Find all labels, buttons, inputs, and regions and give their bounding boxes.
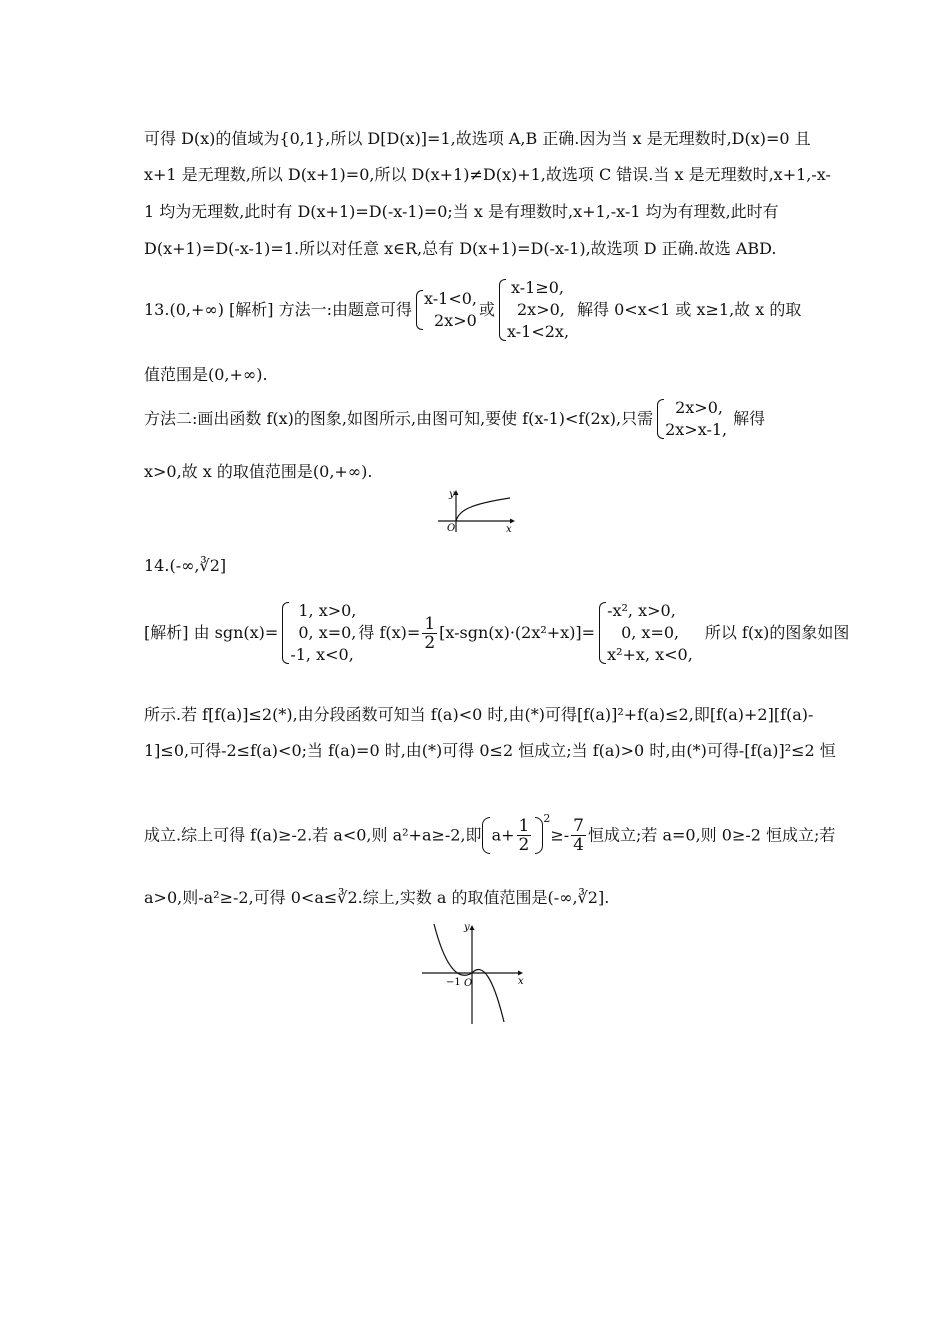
- q13-system-2: [497, 277, 569, 343]
- graph2-right-curve: [472, 970, 504, 1022]
- f-row-b: 0, x=0,: [621, 623, 680, 642]
- q14-para-1: 所示.若 f[f(a)]≤2(*),由分段函数可知当 f(a)<0 时,由(*)可得[f(a)]²+f(a)≤2,即[f(a)+2][f(a)-: [144, 705, 814, 724]
- q13-system-1: [414, 288, 477, 332]
- graph2-x-label: x: [518, 976, 524, 987]
- method2-sys-row-a: 2x>0,: [675, 398, 723, 417]
- text-line-4: D(x+1)=D(-x-1)=1.所以对任意 x∈R,总有 D(x+1)=D(-x-1),故选项 D 正确.故选 ABD.: [144, 239, 777, 258]
- ge-minus: ≥-: [550, 825, 570, 845]
- four-denominator: 4: [573, 835, 584, 855]
- method2-suffix: 解得: [733, 409, 766, 428]
- graph2-x-arrow: [518, 971, 523, 976]
- q14-prefix: [解析] 由 sgn(x)=: [144, 623, 279, 642]
- q14-para-3: [144, 808, 835, 854]
- half-denominator: 2: [424, 632, 436, 653]
- paren-fraction-half: [517, 817, 532, 854]
- method2-line: [144, 397, 765, 441]
- f-system: [597, 600, 693, 666]
- graph1-y-label: y: [449, 489, 455, 500]
- graph-1: [436, 488, 518, 534]
- fraction-half: [422, 615, 437, 652]
- graph1-curve: [456, 498, 510, 521]
- q14-para-2: 1]≤0,可得-2≤f(a)<0;当 f(a)=0 时,由(*)可得 0≤2 恒成立;当 f(a)>0 时,由(*)可得-[f(a)]²≤2 恒: [144, 741, 836, 760]
- q13-sys2-row-b: 2x>0,: [517, 300, 565, 319]
- fraction-seven-fourths: [571, 817, 586, 854]
- text-line-2: x+1 是无理数,所以 D(x+1)=0,所以 D(x+1)≠D(x)+1,故选项 C 错误.当 x 是无理数时,x+1,-x-: [144, 165, 831, 184]
- q13-sys2-row-a: x-1≥0,: [511, 278, 564, 297]
- q14-bracket-expr: [x-sgn(x)·(2x²+x)]=: [439, 623, 596, 642]
- graph1-origin-label: O: [447, 523, 456, 534]
- method2-line-2: x>0,故 x 的取值范围是(0,+∞).: [144, 462, 373, 481]
- method2-prefix: 方法二:画出函数 f(x)的图象,如图所示,由图可知,要使 f(x-1)<f(2x),只需: [144, 409, 654, 428]
- q14-para-3-b: 恒成立;若 a=0,则 0≥-2 恒成立;若: [587, 825, 836, 845]
- graph2-origin-label: O: [464, 978, 473, 989]
- paren-a-plus: a+: [491, 825, 515, 845]
- q14-f-eq: 得 f(x)=: [358, 623, 421, 642]
- sgn-row-a: 1, x>0,: [298, 601, 357, 620]
- f-row-a: -x², x>0,: [607, 601, 676, 620]
- method2-sys-row-b: 2x>x-1,: [665, 420, 728, 439]
- square-exponent: 2: [543, 812, 551, 825]
- graph2-y-arrow: [470, 925, 475, 930]
- sgn-system: [280, 600, 356, 666]
- q13-or: 或: [478, 300, 495, 319]
- q13-suffix: 解得 0<x<1 或 x≥1,故 x 的取: [577, 300, 802, 319]
- q14-title: 14.(-∞,∛2]: [144, 556, 227, 575]
- q13-sys1-row-b: 2x>0: [433, 311, 477, 330]
- q14-para-4: a>0,则-a²≥-2,可得 0<a≤∛2.综上,实数 a 的取值范围是(-∞,∛2].: [144, 888, 610, 907]
- paren-expression: [482, 817, 544, 854]
- q13-sys2-row-c: x-1<2x,: [507, 322, 570, 341]
- q13-prefix: 13.(0,+∞) [解析] 方法一:由题意可得: [144, 300, 412, 319]
- graph2-y-label: y: [464, 922, 470, 933]
- graph-2: [418, 918, 528, 1026]
- sgn-row-c: -1, x<0,: [290, 645, 354, 664]
- graph2-tick-label: −1: [446, 977, 461, 988]
- half-numerator: 1: [424, 613, 436, 634]
- q13-sys1-row-a: x-1<0,: [423, 289, 477, 308]
- seven-numerator: 7: [573, 816, 584, 836]
- q13-line: [144, 277, 801, 343]
- paren-half-denominator: 2: [518, 835, 530, 855]
- sgn-row-b: 0, x=0,: [298, 623, 357, 642]
- q14-line: [144, 600, 849, 666]
- q13-line-2: 值范围是(0,+∞).: [144, 365, 268, 384]
- paren-half-numerator: 1: [518, 816, 530, 836]
- graph1-x-label: x: [506, 524, 512, 534]
- text-line-1: 可得 D(x)的值域为{0,1},所以 D[D(x)]=1,故选项 A,B 正确.因为当 x 是无理数时,D(x)=0 且: [144, 129, 811, 148]
- text-line-3: 1 均为无理数,此时有 D(x+1)=D(-x-1)=0;当 x 是有理数时,x+1,-x-1 均为有理数,此时有: [144, 202, 779, 221]
- method2-system: [655, 397, 727, 441]
- q14-suffix: 所以 f(x)的图象如图: [704, 623, 850, 642]
- q14-para-3-a: 成立.综上可得 f(a)≥-2.若 a<0,则 a²+a≥-2,即: [144, 825, 482, 845]
- graph1-x-arrow: [510, 519, 515, 524]
- f-row-c: x²+x, x<0,: [607, 645, 693, 664]
